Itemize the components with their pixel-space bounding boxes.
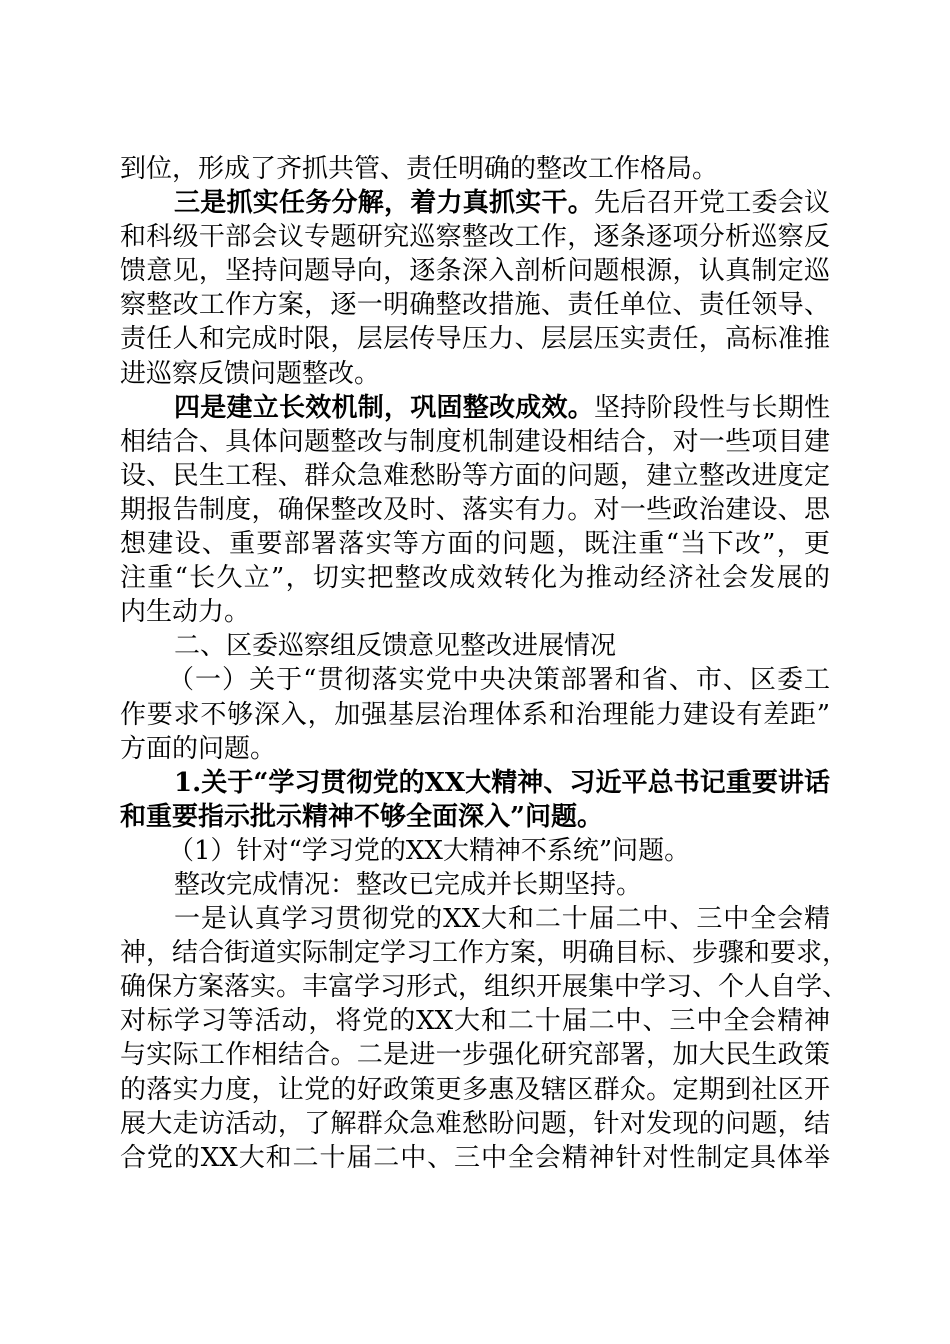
text-line: （一）关于“贯彻落实党中央决策部署和省、市、区委工 [168,665,830,696]
paragraph-lead-bold: 三是抓实任务分解，着力真抓实干。 [174,188,594,219]
text-line: 神，结合街道实际制定学习工作方案，明确目标、步骤和要求， [120,938,849,969]
text-line: 进巡察反馈问题整改。 [120,358,381,389]
paragraph-lead-bold: 四是建立长效机制，巩固整改成效。 [174,392,594,423]
text-line: 一是认真学习贯彻党的XX大和二十届二中、三中全会精 [174,904,830,935]
text-line: 相结合、具体问题整改与制度机制建设相结合，对一些项目建 [120,426,830,457]
text-line: 方面的问题。 [120,733,277,764]
subsection-heading: 和重要指示批示精神不够全面深入”问题。 [120,801,603,832]
text-line: 内生动力。 [120,597,251,628]
text-line: 馈意见，坚持问题导向，逐条深入剖析问题根源，认真制定巡 [120,256,830,287]
text-line: （1）针对“学习党的XX大精神不系统”问题。 [168,835,691,866]
text-line: 期报告制度，确保整改及时、落实有力。对一些政治建设、思 [120,494,830,525]
text-line: 注重“长久立”，切实把整改成效转化为推动经济社会发展的 [120,563,830,594]
text-line: 作要求不够深入，加强基层治理体系和治理能力建设有差距” [120,699,830,730]
section-heading: 二、区委巡察组反馈意见整改进展情况 [174,631,617,662]
document-body [120,152,849,1175]
text-line: 想建设、重要部署落实等方面的问题，既注重“当下改”，更 [120,529,830,560]
text-run: 坚持阶段性与长期性 [593,392,830,423]
text-line: 察整改工作方案，逐一明确整改措施、责任单位、责任领导、 [120,290,830,321]
text-line: 到位，形成了齐抓共管、责任明确的整改工作格局。 [120,154,719,184]
text-line [120,391,830,425]
text-run: 先后召开党工委会议 [593,188,830,219]
text-line: 合党的XX大和二十届二中、三中全会精神针对性制定具体举 [120,1142,830,1173]
text-line: 责任人和完成时限，层层传导压力、层层压实责任，高标准推 [120,324,830,355]
text-line [120,186,830,220]
text-line: 对标学习等活动，将党的XX大和二十届二中、三中全会精神 [120,1006,830,1037]
text-line: 整改完成情况：整改已完成并长期坚持。 [174,869,643,900]
text-line: 展大走访活动，了解群众急难愁盼问题，针对发现的问题，结 [120,1108,830,1139]
text-line: 确保方案落实。丰富学习形式，组织开展集中学习、个人自学、 [120,972,849,1003]
text-line: 设、民生工程、群众急难愁盼等方面的问题，建立整改进度定 [120,460,830,491]
text-line: 和科级干部会议专题研究巡察整改工作，逐条逐项分析巡察反 [120,222,830,253]
subsection-heading: 1.关于“学习贯彻党的XX大精神、习近平总书记重要讲话 [174,767,830,798]
text-line: 与实际工作相结合。二是进一步强化研究部署，加大民生政策 [120,1040,830,1071]
text-line: 的落实力度，让党的好政策更多惠及辖区群众。定期到社区开 [120,1074,830,1105]
